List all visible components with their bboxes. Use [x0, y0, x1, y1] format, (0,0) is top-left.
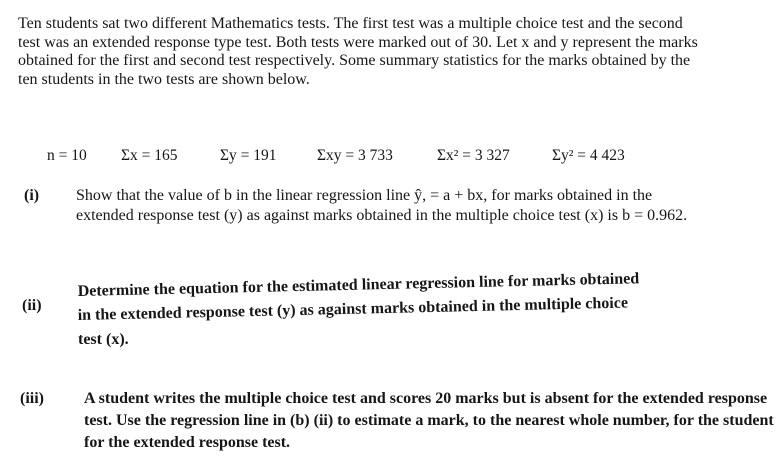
part-text-line-2: in the extended response test (y) as against marks obtained in the multiple choice [77, 294, 629, 325]
part-text [78, 272, 768, 352]
intro-paragraph: Ten students sat two different Mathematics tests. The first test was a multiple choice test and the second test was an extended response type test. Both tests were marked out of 30. Let x and y represent the marks obtained for the first and second test respectively. Some summary statistics for the marks obtained by the ten students in the two tests are shown below. [18, 15, 698, 88]
part-text: Show that the value of b in the linear regression line ŷ, = a + bx, for marks obtained in the extended response test (y) as against marks obtained in the multiple choice test (x) is b = 0.962. [76, 187, 688, 224]
part-text-line-1: Determine the equation for the estimated linear regression line for marks obtained [77, 270, 640, 301]
stat-sum-x2: Σx² = 3 327 [437, 147, 510, 164]
part-text-line-3: test (x). [78, 331, 129, 348]
part-text: A student writes the multiple choice test and scores 20 marks but is absent for the extended response test. Use the regression line in (b) (ii) to estimate a mark, to the nearest whole number, for the student for the extended response test. [84, 390, 774, 451]
part-number: (iii) [20, 390, 44, 407]
stat-sum-x: Σx = 165 [121, 147, 178, 164]
stat-n: n = 10 [47, 147, 87, 164]
stat-sum-y2: Σy² = 4 423 [552, 147, 625, 164]
stat-sum-xy: Σxy = 3 733 [317, 147, 393, 164]
stat-sum-y: Σy = 191 [220, 147, 277, 164]
part-number: (ii) [22, 297, 42, 314]
part-number: (i) [24, 187, 40, 204]
